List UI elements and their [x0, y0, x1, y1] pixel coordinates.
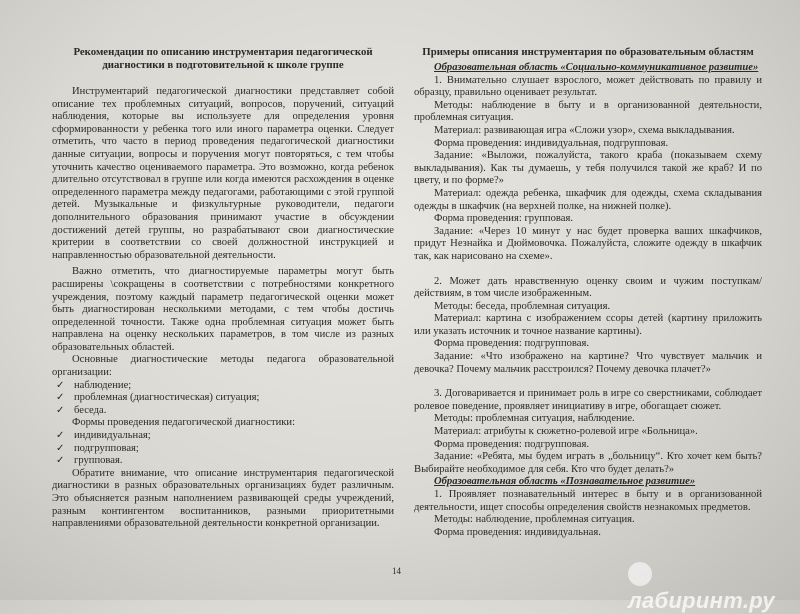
check-list-item: ✓ беседа.	[52, 405, 394, 418]
page-number: 14	[392, 566, 401, 576]
paragraph: Методы: наблюдение, проблемная ситуация.	[434, 514, 635, 526]
right-column	[414, 46, 762, 539]
paragraph: 1. Проявляет познавательный интерес в быту и в организованной деятельности, ищет способы определения свойств незнакомых предметов.	[414, 489, 762, 513]
paragraph: Материал: картина с изображением ссоры детей (картину приложить или указать источник и точное название картины).	[414, 313, 762, 337]
paragraph: 3. Договаривается и принимает роль в игре со сверстниками, соблюдает ролевое поведение, проявляет инициативу в игре, обогащает сюжет.	[414, 388, 762, 412]
check-list-item: ✓ проблемная (диагностическая) ситуация;	[52, 392, 394, 405]
check-list-item: ✓ наблюдение;	[52, 380, 394, 393]
labirint-logo-icon	[628, 562, 652, 586]
paragraph: Инструментарий педагогической диагностики представляет собой описание тех проблемных ситуаций, вопросов, поручений, ситуаций наблюдения, которые вы используете для определения уровня сформированности у ребенка того или иного параметра оценки. Следует отметить, что часто в период проведения педагогической диагностики данные ситуации, вопросы и поручения могут повторяться, с тем чтобы уточнить качество оцениваемого параметра. Это возможно, когда ребенок длительно отсутствовал в группе или когда имеются расхождения в оценке определенного параметра между педагогами, работающими с этой группой детей. Музыкальные и физкультурные руководители, педагоги дополнительного образования принимают участие в обсуждении достижений детей группы, но разрабатывают свои диагностические критерии в соответствии со своей должностной инструкцией и направленностью образовательной деятельности.	[52, 86, 394, 261]
paragraph: Задание: «Через 10 минут у нас будет проверка ваших шкафчиков, придут Незнайка и Дюймовочка. Пожалуйста, сложите одежду в шкафчик так, как нарисовано на схеме».	[414, 225, 762, 262]
left-column	[52, 46, 394, 531]
paragraph: Материал: атрибуты к сюжетно-ролевой игре «Больница».	[434, 426, 698, 438]
paragraph: Методы: проблемная ситуация, наблюдение.	[434, 413, 635, 425]
paragraph: Обратите внимание, что описание инструментария педагогической диагностики в разных образовательных организациях будет различным. Это объясняется разным наполнением развивающей среды учреждений, разным контингентом воспитанников, разными приоритетными направлениями образовательной деятельности конкретной организации.	[52, 467, 394, 530]
paragraph: Форма проведения: подгрупповая.	[434, 438, 590, 450]
check-list-item: ✓ индивидуальная;	[52, 430, 394, 443]
paragraph: Основные диагностические методы педагога образовательной организации:	[52, 354, 394, 379]
paragraph: Материал: одежда ребенка, шкафчик для одежды, схема складывания одежды в шкафчик (на верхней полке, на нижней полке).	[414, 187, 762, 212]
paragraph: 1. Внимательно слушает взрослого, может действовать по правилу и образцу, правильно оценивает результат.	[414, 74, 762, 99]
area-heading: Образовательная область «Познавательное развитие»	[434, 476, 696, 488]
paragraph: Важно отметить, что диагностируемые параметры могут быть расширены \сокращены в соответствии с потребностями конкретного учреждения, поэтому каждый параметр педагогической оценки может быть диагностирован несколькими методами, с тем чтобы достичь определенной точности. Также одна проблемная ситуация может быть направлена на оценку нескольких параметров, в том числе из разных образовательных областей.	[52, 266, 394, 353]
paragraph: Методы: наблюдение в быту и в организованной деятельности, проблемная ситуация.	[414, 99, 762, 124]
paragraph: 2. Может дать нравственную оценку своим и чужим поступкам/действиям, в том числе изображенным.	[414, 275, 762, 300]
paragraph: Материал: развивающая игра «Сложи узор», схема выкладывания.	[434, 124, 735, 136]
watermark-text: лабиринт.ру	[628, 588, 775, 614]
paragraph: Форма проведения: индивидуальная, подгрупповая.	[434, 137, 669, 149]
paragraph: Форма проведения: индивидуальная.	[434, 526, 601, 538]
left-heading: Рекомендации по описанию инструментария педагогической диагностики в подготовительной к школе группе	[73, 46, 373, 71]
paragraph: Задание: «Выложи, пожалуйста, такого краба (показываем схему выкладывания). Как ты думаешь, у тебя получился такой же краб? И по цвету, и по форме?»	[414, 150, 762, 187]
paragraph: Форма проведения: групповая.	[434, 213, 573, 225]
paragraph: Методы: беседа, проблемная ситуация.	[434, 300, 611, 312]
watermark	[628, 562, 800, 614]
check-list-item: ✓ групповая.	[52, 455, 394, 468]
paragraph: Формы проведения педагогической диагностики:	[72, 417, 296, 429]
right-heading: Примеры описания инструментария по образовательным областям	[422, 46, 754, 58]
area-heading: Образовательная область «Социально-коммуникативное развитие»	[434, 62, 759, 73]
check-list-item: ✓ подгрупповая;	[52, 443, 394, 456]
paragraph: Задание: «Ребята, мы будем играть в „больницу“. Кто хочет кем быть? Выбирайте необходимое для себя. Кто что будет делать?»	[414, 451, 762, 475]
paragraph: Форма проведения: подгрупповая.	[434, 338, 590, 350]
paragraph: Задание: «Что изображено на картине? Что чувствует мальчик и девочка? Почему мальчик расстроился? Почему девочка плачет?»	[414, 351, 762, 375]
